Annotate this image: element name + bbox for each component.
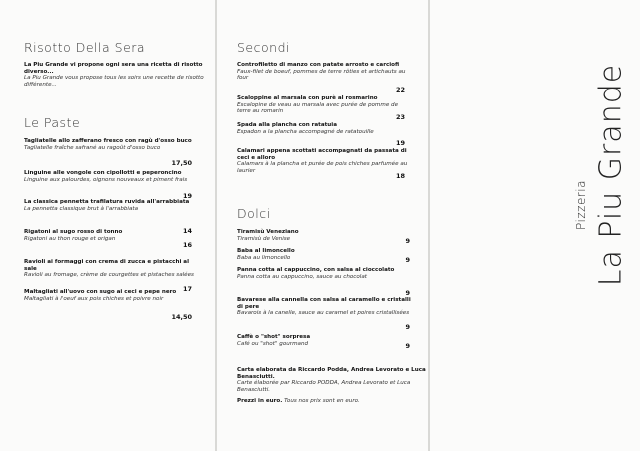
dish-description: Maltagliati à l'oeuf aux pois chiches et poivre noir (24, 295, 164, 302)
dish-description: Linguine aux palourdes, oignons nouveaux et piment frais (24, 176, 188, 183)
menu-item (24, 170, 200, 183)
prices-note-fr: Tous nos prix sont en euro. (284, 398, 360, 405)
dish-price: 17 (182, 285, 192, 293)
dish-name: Maltagliati all'uovo con sugo ai ceci e pepe nero (24, 289, 177, 295)
menu-item (237, 148, 413, 174)
dolci-title: Dolci (237, 206, 271, 221)
dish-name: Ravioli ai formaggi con crema di zucca e pistacchi al sale (24, 259, 190, 272)
credits-it: Carta elaborata da Riccardo Podda, Andrea Levorato e Luca Benasciutti. (237, 367, 426, 380)
dish-price: 18 (395, 172, 405, 180)
dish-price: 19 (395, 139, 405, 147)
dish-price: 9 (405, 289, 410, 297)
dish-price: 16 (182, 241, 192, 249)
dish-description: Tagliatelle fraîche safrané au ragoût d'osso buco (24, 144, 161, 151)
dish-name: Scaloppine al marsala con purè al rosmarino (237, 95, 378, 101)
dish-name: La classica pennetta trafilatura ruvida all'arrabbiata (24, 199, 190, 205)
dish-description: Faux-filet de boeuf, pommes de terre rôties et artichauts au four (237, 68, 406, 82)
menu-item (24, 259, 200, 279)
dish-description: Tiramisù de Venise (237, 235, 291, 242)
credits-fr: Carte élaborée par Riccardo PODDA, Andrea Levorato et Luca Benasciutti. (237, 380, 411, 393)
dish-name: Tiramisù Veneziano (237, 229, 299, 235)
prices-note-it: Prezzi in euro. (237, 398, 283, 405)
dish-price: 17,50 (171, 159, 192, 167)
dish-name: Tagliatelle allo zafferano fresco con ragù d'osso buco (24, 138, 192, 144)
menu-item (237, 267, 413, 280)
risotto-title: Risotto Della Sera (24, 40, 146, 55)
dish-price: 14 (182, 227, 192, 235)
dish-name: Rigatoni al sugo rosso di tonno (24, 229, 123, 235)
dish-price: 9 (405, 323, 410, 331)
dish-price: 22 (395, 86, 405, 94)
dish-description: Café ou "shot" gourmand (237, 340, 309, 347)
menu-item (24, 199, 200, 212)
dish-name: Baba al limoncello (237, 248, 295, 254)
brand-logo-sub: Pizzeria (574, 180, 588, 230)
dish-name: Spada alla plancha con ratatuia (237, 122, 337, 128)
dish-description: Baba au limoncello (237, 254, 291, 261)
risotto-intro-fr: La Piu Grande vous propose tous les soirs une recette de risotto différente... (24, 75, 204, 88)
brand-logo-name: La Piu Grande (593, 63, 629, 287)
dish-description: Escalopine de veau au marsala avec purée de pomme de terre au romarin (237, 101, 399, 115)
dish-price: 14,50 (171, 313, 192, 321)
dish-description: Calamars à la plancha et purée de pois chiches parfumée au laurier (237, 161, 408, 174)
risotto-intro (24, 62, 204, 88)
menu-item (24, 138, 200, 151)
paste-title: Le Paste (24, 115, 81, 130)
dish-name: Controfiletto di manzo con patate arrosto e carciofi (237, 62, 400, 68)
secondi-title: Secondi (237, 40, 290, 55)
dish-price: 9 (405, 256, 410, 264)
risotto-intro-it: La Piu Grande vi propone ogni sera una ricetta di risotto diverso... (24, 62, 203, 75)
menu-item (237, 297, 413, 317)
dish-name: Caffè o "shot" sorpresa (237, 334, 311, 340)
dish-description: Panna cotta au cappuccino, sauce au chocolat (237, 273, 367, 280)
menu-item (237, 122, 413, 135)
dish-price: 9 (405, 237, 410, 245)
dish-description: Espadon a la plancha accompagné de ratatouille (237, 128, 374, 135)
dish-description: La pennetta classique brut à l'arrabbiata (24, 205, 139, 212)
menu-item (24, 289, 200, 302)
dish-price: 23 (395, 113, 405, 121)
dish-description: Ravioli au fromage, crème de courgettes et pistaches salées (24, 272, 194, 279)
prices-note (237, 398, 427, 405)
dish-name: Panna cotta al cappuccino, con salsa al cioccolato (237, 267, 395, 273)
dish-description: Bavarois à la canelle, sauce au caramel et poires cristallisées (237, 310, 410, 317)
dish-name: Bavarese alla cannella con salsa al caramello e cristalli di pere (237, 297, 411, 310)
dish-price: 19 (182, 192, 192, 200)
menu-item (237, 95, 413, 115)
dish-name: Linguine alle vongole con cipollotti e peperoncino (24, 170, 182, 176)
dish-name: Calamari appena scottati accompagnati da passata di ceci e alloro (237, 148, 407, 161)
menu-credits (237, 367, 427, 405)
dish-price: 9 (405, 342, 410, 350)
menu-item (237, 62, 413, 82)
dish-description: Rigatoni au thon rouge et origan (24, 235, 116, 242)
